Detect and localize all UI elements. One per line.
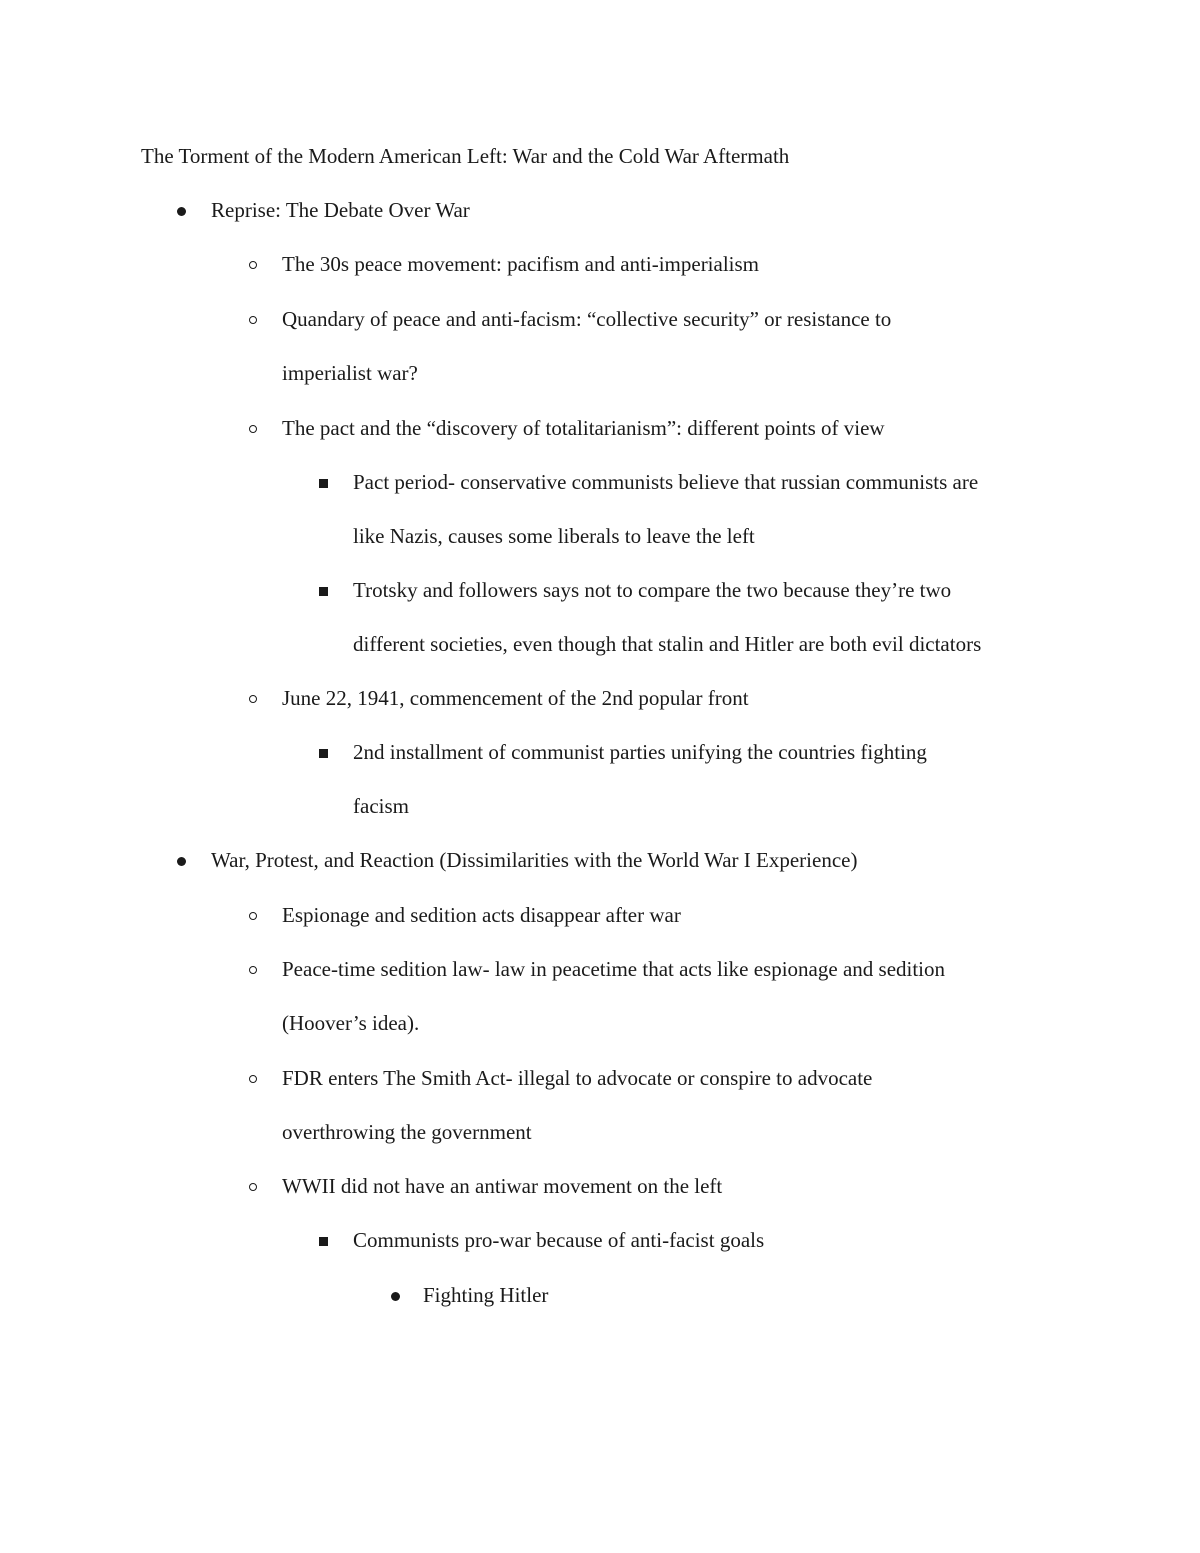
outline-subsubitem-trotsky-cont: different societies, even though that stalin and Hitler are both evil dictators bbox=[353, 632, 982, 656]
outline-subitem-june-22: June 22, 1941, commencement of the 2nd popular front bbox=[282, 686, 749, 710]
outline-item-war-protest: War, Protest, and Reaction (Dissimilarities with the World War I Experience) bbox=[211, 848, 858, 872]
circle-bullet-icon bbox=[249, 695, 257, 703]
outline-subsubitem-pact-period: Pact period- conservative communists believe that russian communists are bbox=[353, 470, 979, 494]
circle-bullet-icon bbox=[249, 316, 257, 324]
outline-subitem-espionage: Espionage and sedition acts disappear after war bbox=[282, 903, 681, 927]
square-bullet-icon bbox=[319, 587, 328, 596]
outline-item-reprise: Reprise: The Debate Over War bbox=[211, 198, 470, 222]
circle-bullet-icon bbox=[249, 425, 257, 433]
outline-subitem-smith-act-cont: overthrowing the government bbox=[282, 1120, 532, 1144]
circle-bullet-icon bbox=[249, 912, 257, 920]
outline-subitem-pact: The pact and the “discovery of totalitarianism”: different points of view bbox=[282, 416, 885, 440]
outline-subitem-smith-act: FDR enters The Smith Act- illegal to advocate or conspire to advocate bbox=[282, 1066, 873, 1090]
square-bullet-icon bbox=[319, 479, 328, 488]
disc-bullet-icon bbox=[391, 1292, 400, 1301]
outline-subitem-peace-movement: The 30s peace movement: pacifism and anti-imperialism bbox=[282, 252, 760, 276]
circle-bullet-icon bbox=[249, 966, 257, 974]
outline-subitem-quandary: Quandary of peace and anti-facism: “collective security” or resistance to bbox=[282, 307, 892, 331]
outline-subsubitem-communists: Communists pro-war because of anti-facist goals bbox=[353, 1228, 765, 1252]
outline-subitem-peace-time-sedition: Peace-time sedition law- law in peacetime that acts like espionage and sedition bbox=[282, 957, 946, 981]
square-bullet-icon bbox=[319, 1237, 328, 1246]
outline-subsubitem-installment-cont: facism bbox=[353, 794, 409, 818]
disc-bullet-icon bbox=[177, 857, 186, 866]
outline-subitem-peace-time-sedition-cont: (Hoover’s idea). bbox=[282, 1011, 420, 1035]
outline-subsubitem-trotsky: Trotsky and followers says not to compare the two because they’re two bbox=[353, 578, 952, 602]
outline-subsubsubitem-fighting-hitler: Fighting Hitler bbox=[423, 1283, 549, 1307]
circle-bullet-icon bbox=[249, 1075, 257, 1083]
square-bullet-icon bbox=[319, 749, 328, 758]
outline-subitem-wwii: WWII did not have an antiwar movement on the left bbox=[282, 1174, 723, 1198]
outline-subsubitem-installment: 2nd installment of communist parties unifying the countries fighting bbox=[353, 740, 927, 764]
disc-bullet-icon bbox=[177, 207, 186, 216]
circle-bullet-icon bbox=[249, 1183, 257, 1191]
outline-subitem-quandary-cont: imperialist war? bbox=[282, 361, 418, 385]
circle-bullet-icon bbox=[249, 261, 257, 269]
document-title: The Torment of the Modern American Left: War and the Cold War Aftermath bbox=[141, 144, 790, 168]
outline-subsubitem-pact-period-cont: like Nazis, causes some liberals to leave the left bbox=[353, 524, 755, 548]
